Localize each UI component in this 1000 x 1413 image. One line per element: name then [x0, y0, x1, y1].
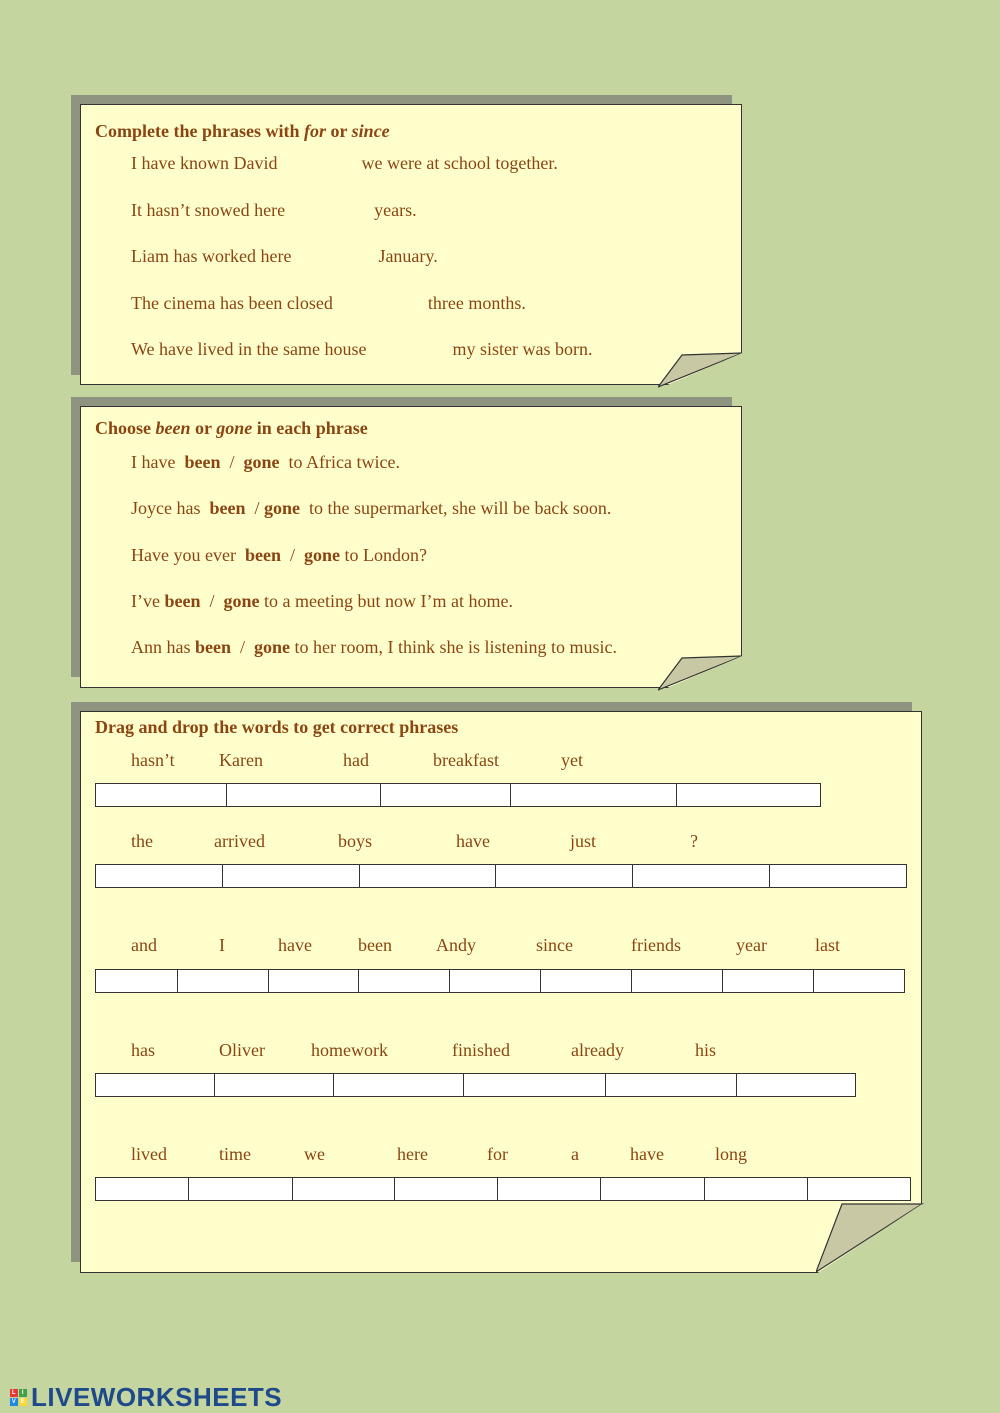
drop-slot[interactable]: [292, 1177, 396, 1201]
drop-slot[interactable]: [95, 969, 178, 993]
drop-slot[interactable]: [632, 864, 770, 888]
drag-word[interactable]: the: [131, 831, 153, 851]
exercise-card-drag-drop: [80, 711, 922, 1273]
drop-slot[interactable]: [95, 783, 227, 807]
option-been-2[interactable]: been: [209, 498, 246, 518]
drop-slot[interactable]: [704, 1177, 808, 1201]
drop-slot[interactable]: [676, 783, 821, 807]
drag-word[interactable]: here: [397, 1144, 428, 1164]
drag-word[interactable]: we: [304, 1144, 325, 1164]
drag-word[interactable]: already: [571, 1040, 624, 1060]
drop-slot[interactable]: [95, 1177, 189, 1201]
drop-slot[interactable]: [95, 864, 223, 888]
liveworksheets-logo: [10, 1382, 282, 1413]
drag-word[interactable]: friends: [631, 935, 681, 955]
sentence-3: Liam has worked here January.: [131, 246, 438, 266]
drag-word[interactable]: homework: [311, 1040, 388, 1060]
section-heading-been-gone: Choose been or gone in each phrase: [95, 418, 368, 438]
drop-slot[interactable]: [807, 1177, 911, 1201]
drag-word[interactable]: arrived: [214, 831, 265, 851]
option-been-4[interactable]: been: [164, 591, 201, 611]
drag-word[interactable]: have: [278, 935, 312, 955]
drop-slot[interactable]: [177, 969, 269, 993]
choice-sentence-5: Ann has been / gone to her room, I think she is listening to music.: [131, 637, 617, 657]
drag-word[interactable]: last: [815, 935, 840, 955]
choice-sentence-3: Have you ever been / gone to London?: [131, 545, 427, 565]
drop-row-1: [95, 783, 821, 807]
drop-slot[interactable]: [510, 783, 677, 807]
option-gone-3[interactable]: gone: [303, 545, 340, 565]
drag-word[interactable]: finished: [452, 1040, 510, 1060]
drag-word[interactable]: lived: [131, 1144, 167, 1164]
drag-word[interactable]: a: [571, 1144, 579, 1164]
sentence-4: The cinema has been closed three months.: [131, 293, 526, 313]
page-curl-2: [658, 652, 744, 692]
drop-slot[interactable]: [188, 1177, 293, 1201]
drag-word[interactable]: his: [695, 1040, 717, 1060]
option-gone-1[interactable]: gone: [243, 452, 280, 472]
drag-word[interactable]: long: [715, 1144, 748, 1164]
drop-slot[interactable]: [600, 1177, 705, 1201]
exercise-card-been-gone: [80, 406, 742, 688]
drag-word[interactable]: since: [536, 935, 573, 955]
drop-row-4: [95, 1073, 856, 1097]
drop-slot[interactable]: [226, 783, 381, 807]
drop-slot[interactable]: [463, 1073, 606, 1097]
drag-word[interactable]: had: [343, 750, 369, 770]
exercise-card-for-since: [80, 104, 742, 385]
option-been-1[interactable]: been: [184, 452, 221, 472]
sentence-2: It hasn’t snowed here years.: [131, 200, 417, 220]
drop-slot[interactable]: [268, 969, 360, 993]
drop-slot[interactable]: [540, 969, 632, 993]
page-curl-3: [816, 1202, 924, 1274]
drag-word[interactable]: I: [219, 935, 225, 955]
option-gone-4[interactable]: gone: [223, 591, 260, 611]
drag-word[interactable]: year: [736, 935, 767, 955]
drag-word[interactable]: breakfast: [433, 750, 499, 770]
drag-word[interactable]: for: [487, 1144, 508, 1164]
drop-slot[interactable]: [214, 1073, 334, 1097]
choice-sentence-4: I’ve been / gone to a meeting but now I’m at home.: [131, 591, 513, 611]
drop-slot[interactable]: [358, 969, 450, 993]
drag-word[interactable]: been: [358, 935, 392, 955]
option-gone-2[interactable]: gone: [264, 498, 300, 518]
drop-row-2: [95, 864, 907, 888]
drag-word[interactable]: time: [219, 1144, 251, 1164]
drop-slot[interactable]: [769, 864, 907, 888]
page-curl-1: [658, 349, 744, 389]
drop-slot[interactable]: [813, 969, 905, 993]
drag-word[interactable]: have: [456, 831, 490, 851]
drag-word[interactable]: boys: [338, 831, 373, 851]
drag-word[interactable]: and: [131, 935, 157, 955]
drag-word[interactable]: Andy: [436, 935, 476, 955]
drop-slot[interactable]: [449, 969, 541, 993]
drop-slot[interactable]: [359, 864, 497, 888]
drag-word[interactable]: hasn’t: [131, 750, 175, 770]
drop-row-3: [95, 969, 905, 993]
drop-slot[interactable]: [495, 864, 633, 888]
sentence-1: I have known David we were at school together.: [131, 153, 558, 173]
drop-row-5: [95, 1177, 911, 1201]
option-gone-5[interactable]: gone: [254, 637, 291, 657]
drop-slot[interactable]: [722, 969, 814, 993]
drop-slot[interactable]: [736, 1073, 856, 1097]
drop-slot[interactable]: [222, 864, 360, 888]
choice-sentence-2: Joyce has been / gone to the supermarket, she will be back soon.: [131, 498, 612, 518]
drop-slot[interactable]: [333, 1073, 465, 1097]
drag-word[interactable]: has: [131, 1040, 155, 1060]
sentence-5: We have lived in the same house my sister was born.: [131, 339, 593, 359]
section-heading-for-since: Complete the phrases with for or since: [95, 121, 390, 141]
option-been-3[interactable]: been: [244, 545, 281, 565]
drag-word[interactable]: just: [570, 831, 597, 851]
choice-sentence-1: I have been / gone to Africa twice.: [131, 452, 400, 472]
drop-slot[interactable]: [631, 969, 723, 993]
drag-word[interactable]: yet: [561, 750, 583, 770]
drag-word[interactable]: Oliver: [219, 1040, 265, 1060]
drag-word[interactable]: ?: [690, 831, 698, 851]
drag-word[interactable]: Karen: [219, 750, 263, 770]
drop-slot[interactable]: [605, 1073, 737, 1097]
drag-word[interactable]: have: [630, 1144, 664, 1164]
liveworksheets-logo-icon: L I V E: [11, 1390, 26, 1405]
logo-text: LIVEWORKSHEETS: [31, 1382, 283, 1412]
option-been-5[interactable]: been: [195, 637, 231, 657]
drop-slot[interactable]: [380, 783, 512, 807]
drop-slot[interactable]: [394, 1177, 498, 1201]
section-heading-drag-drop: Drag and drop the words to get correct phrases: [95, 717, 459, 737]
drop-slot[interactable]: [95, 1073, 215, 1097]
drop-slot[interactable]: [497, 1177, 601, 1201]
